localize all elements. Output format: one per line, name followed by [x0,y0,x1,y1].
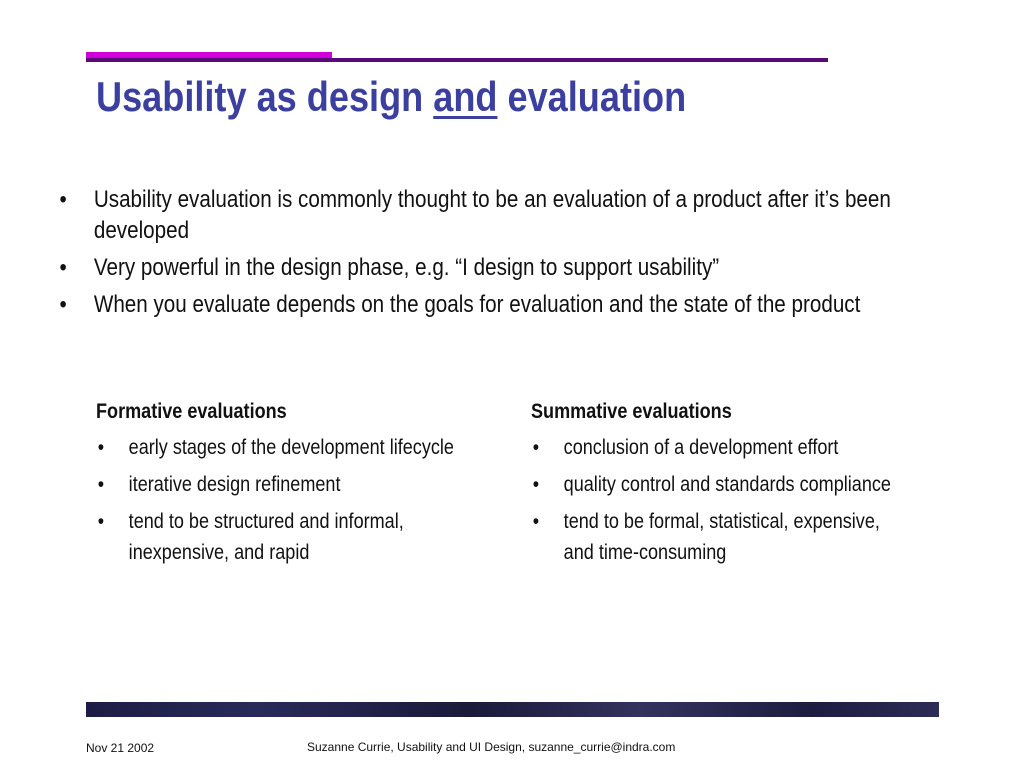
title-underlined-word: and [433,73,498,120]
bullet-glyph: • [59,291,67,318]
main-bullet-text: Usability evaluation is commonly thought to be an evaluation of a product after it’s been developed [93,186,891,244]
main-bullet [56,252,988,283]
formative-item-text: early stages of the development lifecycle [128,436,454,459]
bullet-glyph: • [532,510,540,533]
bullet-glyph: • [59,186,67,213]
formative-item-text: tend to be structured and informal, inexpensive, and rapid [128,510,404,564]
formative-column [96,398,496,574]
formative-item [96,506,473,568]
summative-heading: Summative evaluations [531,400,732,423]
summative-item-text: tend to be formal, statistical, expensive, and time-consuming [563,510,880,564]
bullet-glyph: • [97,473,105,496]
main-bullet-text: Very powerful in the design phase, e.g. “I design to support usability” [93,254,720,281]
bullet-glyph: • [59,254,67,281]
main-bullet-list [56,184,956,326]
bullet-glyph: • [97,510,105,533]
summative-column [531,398,931,574]
summative-item-text: quality control and standards compliance [563,473,891,496]
footer-date: Nov 21 2002 [86,741,155,755]
slide-title [96,70,686,124]
main-bullet-text: When you evaluate depends on the goals for evaluation and the state of the product [93,291,861,318]
summative-item [531,432,908,463]
formative-item [96,432,473,463]
formative-list [96,432,496,568]
title-rule-bar [86,58,828,62]
main-bullet [56,289,988,320]
summative-item [531,469,908,500]
summative-item-text: conclusion of a development effort [563,436,839,459]
formative-item-text: iterative design refinement [128,473,341,496]
bullet-glyph: • [97,436,105,459]
summative-item [531,506,908,568]
footer-decorative-bar [86,702,939,717]
summative-list [531,432,931,568]
title-text-end: evaluation [497,73,687,120]
main-bullet [56,184,988,246]
footer-credit: Suzanne Currie, Usability and UI Design, suzanne_currie@indra.com [307,740,676,754]
formative-item [96,469,473,500]
bullet-glyph: • [532,436,540,459]
bullet-glyph: • [532,473,540,496]
formative-heading: Formative evaluations [96,400,287,423]
title-text-start: Usability as design [96,73,434,120]
